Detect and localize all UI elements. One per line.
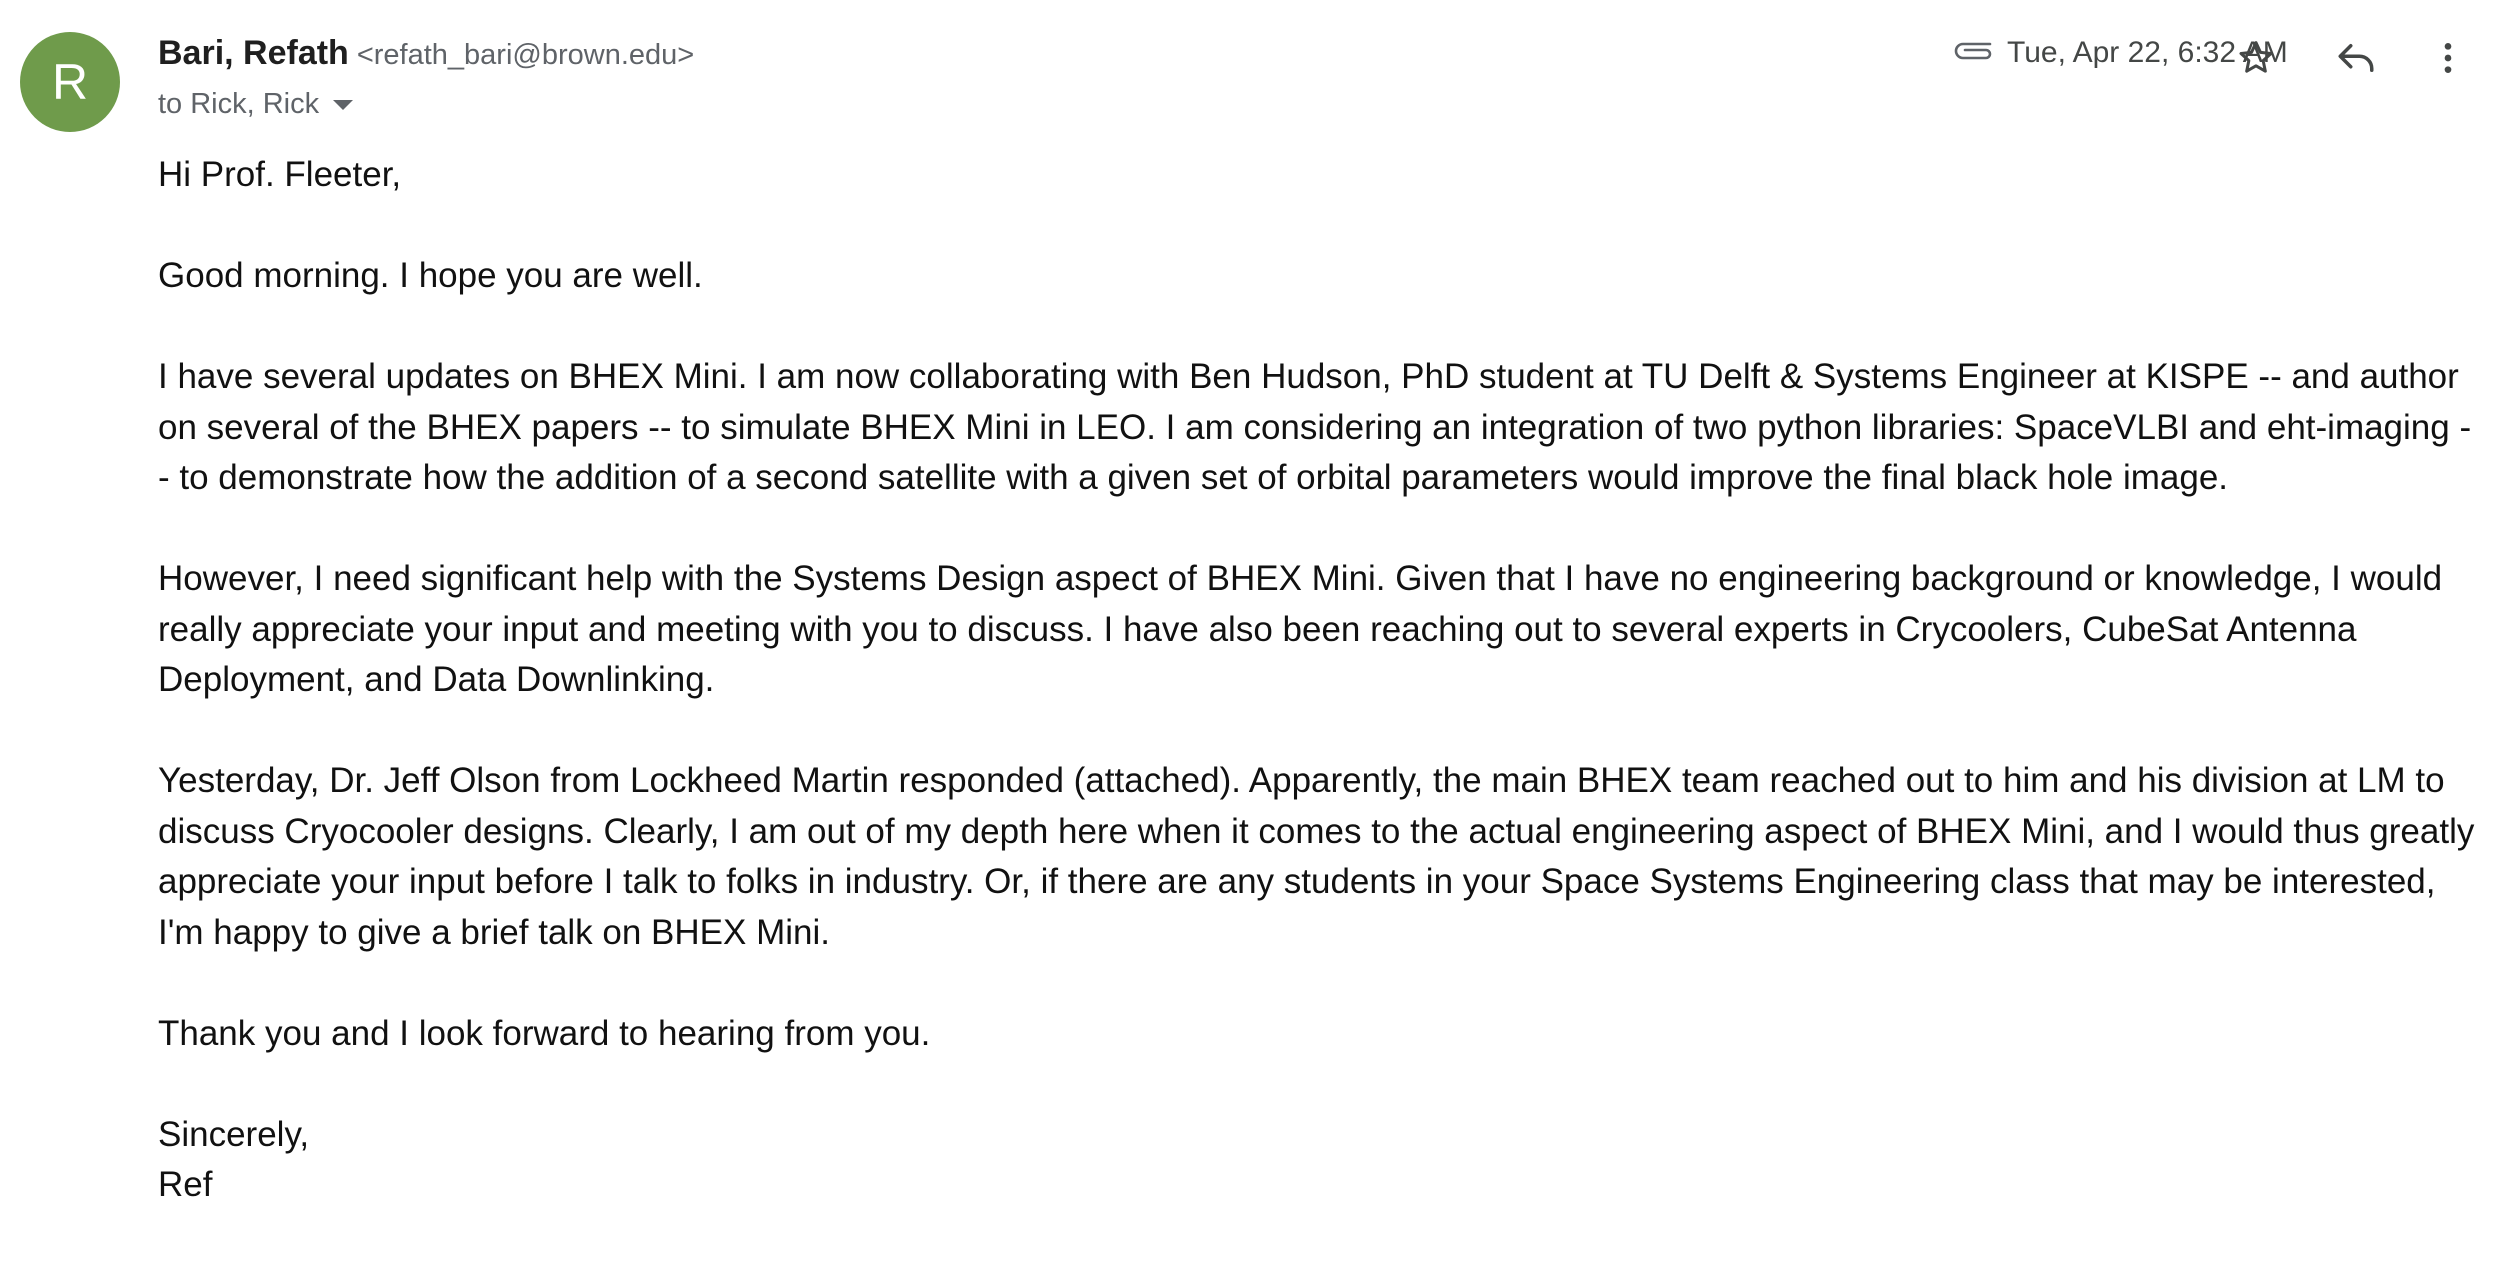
message-paragraph: I have several updates on BHEX Mini. I am now collaborating with Ben Hudson, PhD student at TU Delft & Systems Engineer at KISPE -- and author on several of the BHEX papers -- to simulate BHEX Mini in LEO. I am considering an integration of two python libraries: SpaceVLBI and eht-imaging -- to demonstrate how the addition of a second satellite with a given set of orbital parameters would improve the final black hole image. [158,357,2472,497]
more-vert-icon [2428,38,2468,78]
message-body [158,150,2478,1211]
star-button[interactable] [2228,30,2284,86]
reply-button[interactable] [2328,30,2384,86]
message-paragraph: Yesterday, Dr. Jeff Olson from Lockheed Martin responded (attached). Apparently, the main BHEX team reached out to him and his division at LM to discuss Cryocooler designs. Clearly, I am out of my depth here when it comes to the actual engineering aspect of BHEX Mini, and I would thus greatly appreciate your input before I talk to folks in industry. Or, if there are any students in your Space Systems Engineering class that may be interested, I'm happy to give a brief talk on BHEX Mini. [158,761,2475,952]
recipients-label: to Rick, Rick [158,88,320,120]
reply-icon [2335,37,2377,79]
sender-avatar[interactable]: R [20,32,120,132]
paperclip-icon [1950,38,1994,64]
message-paragraph: However, I need significant help with the Systems Design aspect of BHEX Mini. Given that I have no engineering background or knowledge, I would really appreciate your input and meeting with you to discuss. I have also been reaching out to several experts in Crycoolers, CubeSat Antenna Deployment, and Data Downlinking. [158,559,2443,699]
message-closing: Sincerely, [158,1114,310,1154]
sender-name[interactable]: Bari, Refath [158,34,349,72]
chevron-down-icon [333,100,353,110]
recipients-dropdown[interactable] [158,88,353,121]
more-options-button[interactable] [2420,30,2476,86]
star-icon [2236,38,2276,78]
message-signature: Ref [158,1165,213,1204]
message-paragraph: Thank you and I look forward to hearing from you. [158,1013,931,1053]
message-date: Tue, Apr 22, 6:32 AM [2007,36,2288,69]
message-paragraph: Good morning. I hope you are well. [158,256,703,295]
sender-line [158,34,694,73]
sender-email: <refath_bari@brown.edu> [356,39,695,71]
message-header-actions [1800,30,2500,86]
message-greeting: Hi Prof. Fleeter, [158,155,402,194]
